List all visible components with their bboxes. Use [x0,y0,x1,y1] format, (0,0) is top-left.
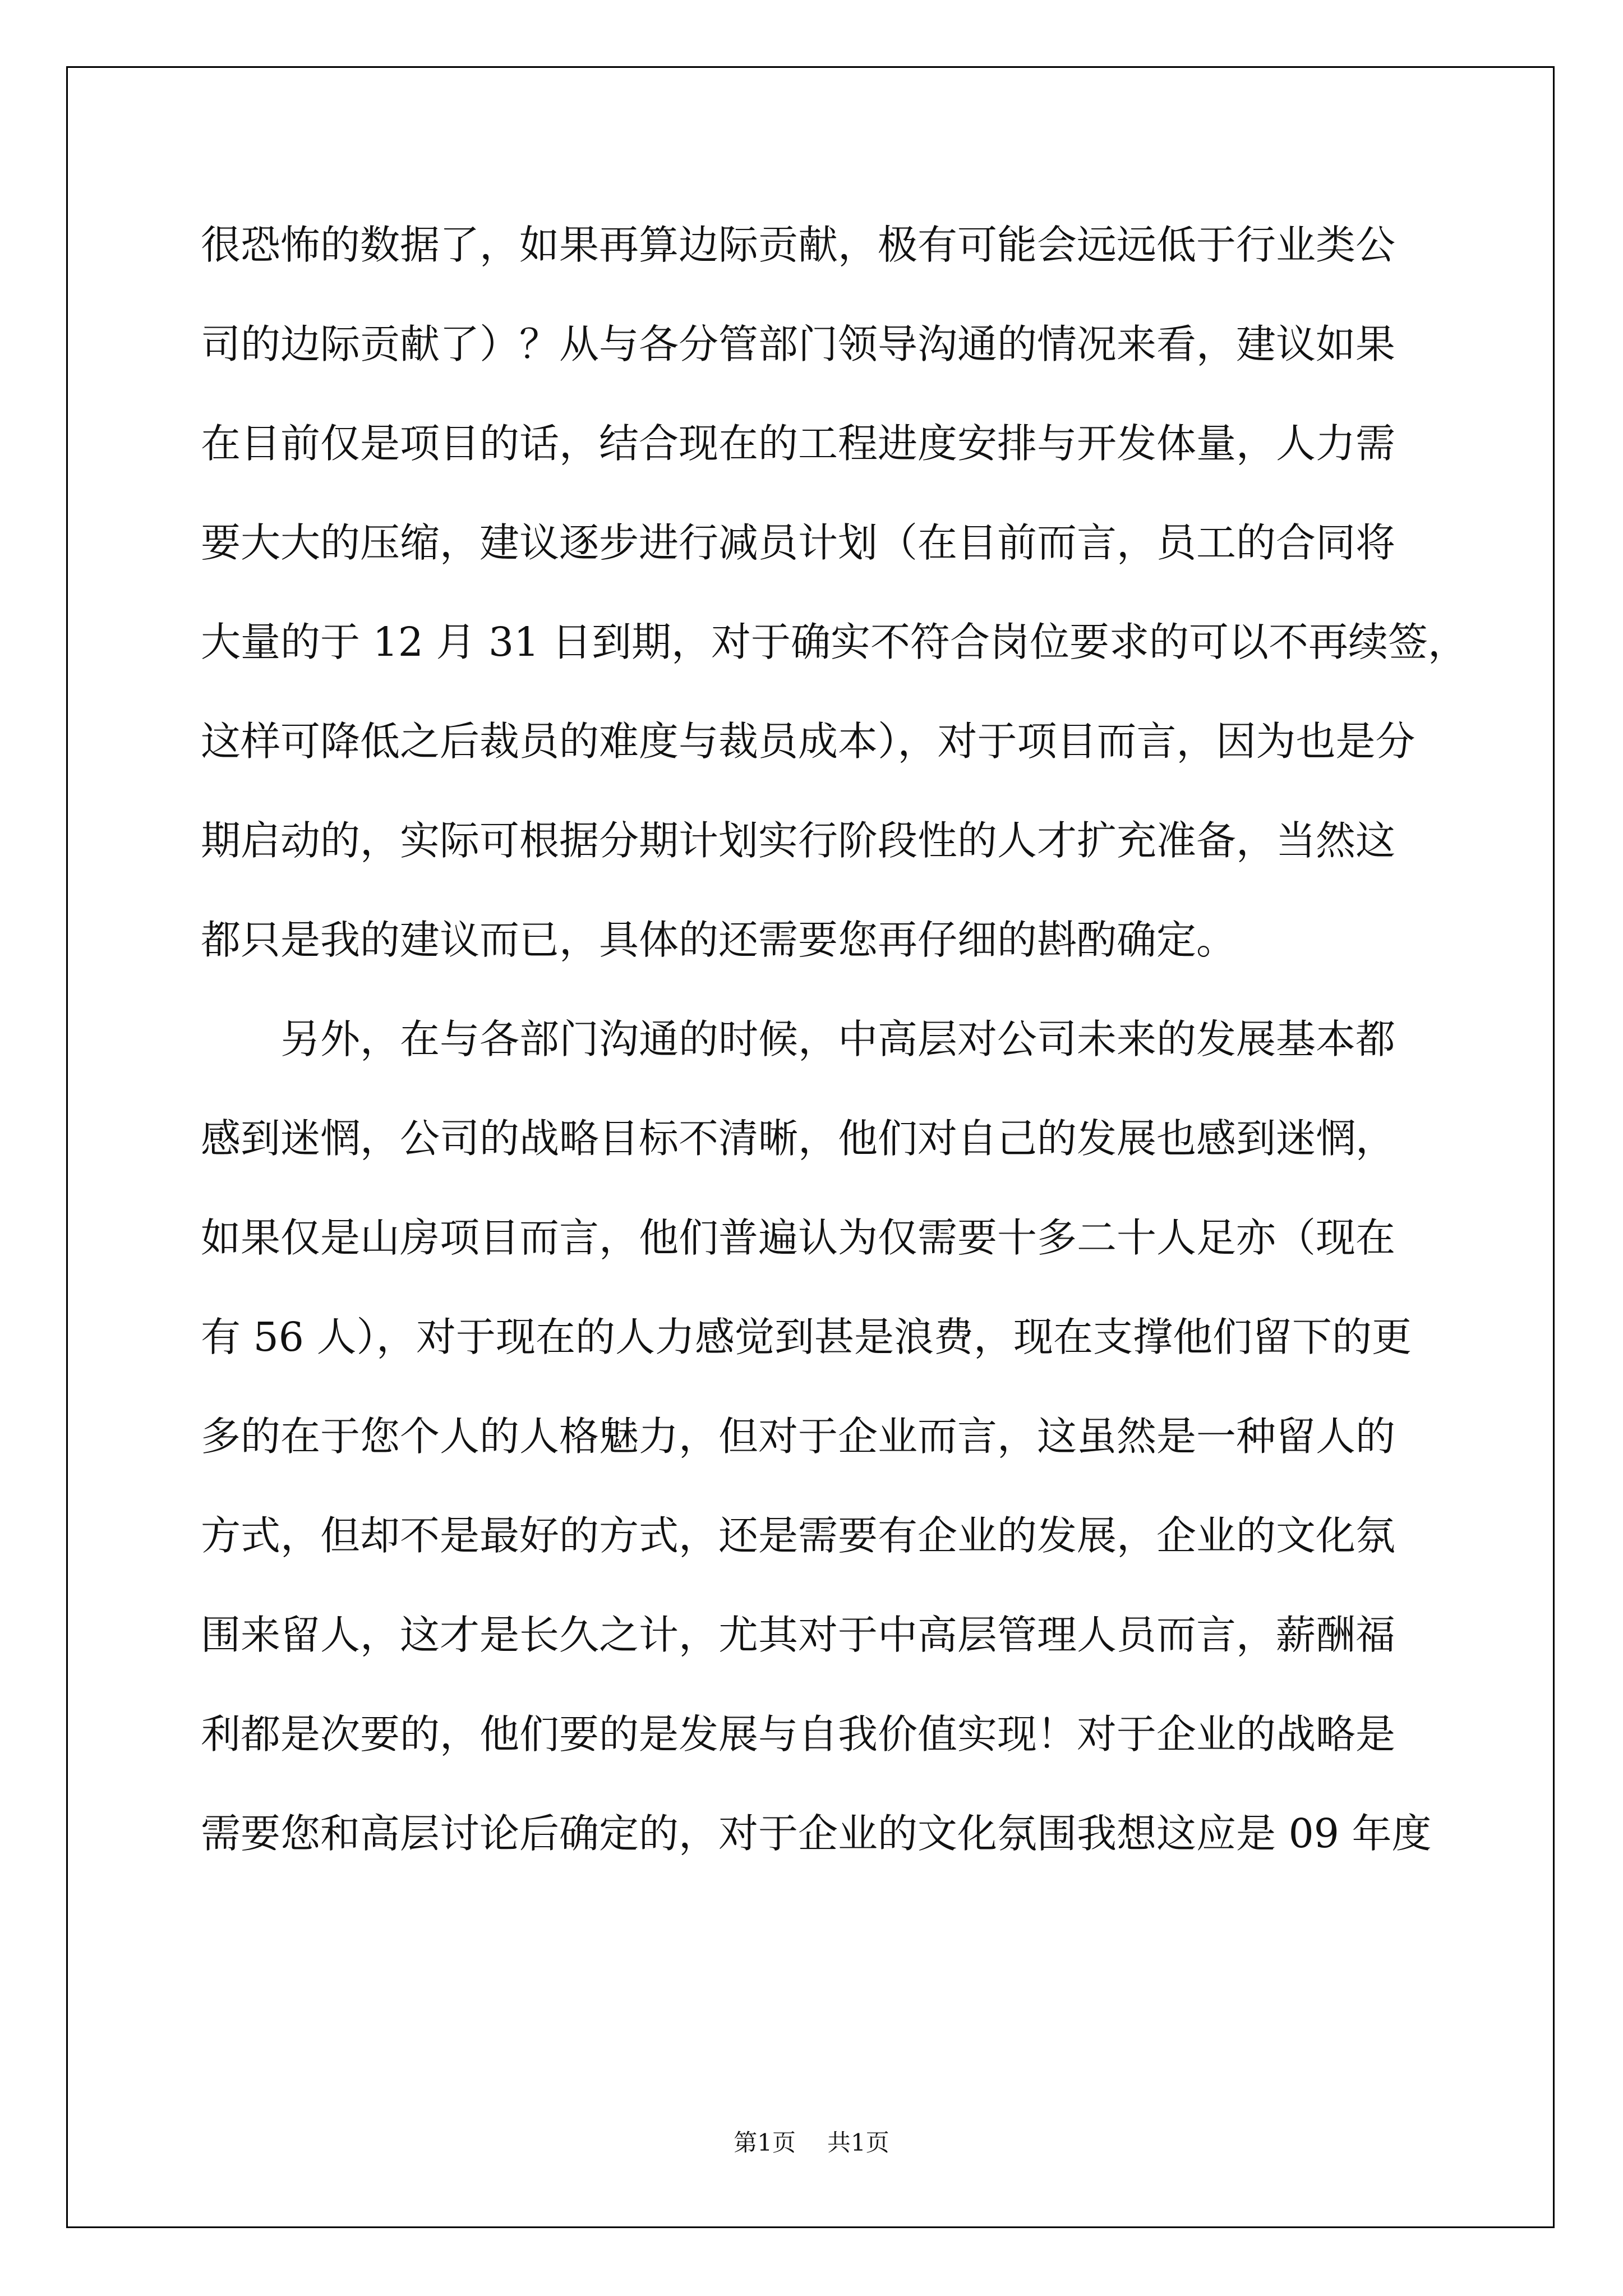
page-number: 第1页 [734,2129,796,2156]
text-line: 需要您和高层讨论后确定的，对于企业的文化氛围我想这应是 09 年度 [201,1810,1432,1857]
text-line: 期启动的，实际可根据分期计划实行阶段性的人才扩充准备，当然这 [201,817,1396,864]
text-line: 司的边际贡献了）？从与各分管部门领导沟通的情况来看，建议如果 [201,321,1396,367]
text-line: 都只是我的建议而已，具体的还需要您再仔细的斟酌确定。 [201,917,1237,963]
text-line: 多的在于您个人的人格魅力，但对于企业而言，这虽然是一种留人的 [201,1413,1396,1460]
page-total: 共1页 [827,2129,889,2156]
text-line: 方式，但却不是最好的方式，还是需要有企业的发展，企业的文化氛 [201,1512,1396,1559]
paragraph-2 [201,990,1435,1883]
text-line: 有 56 人），对于现在的人力感觉到甚是浪费，现在支撑他们留下的更 [201,1314,1412,1360]
text-line: 在目前仅是项目的话，结合现在的工程进度安排与开发体量，人力需 [201,420,1396,467]
text-line: 如果仅是山房项目而言，他们普遍认为仅需要十多二十人足亦（现在 [201,1214,1396,1261]
document-body [201,195,1468,1883]
text-line: 利都是次要的，他们要的是发展与自我价值实现！对于企业的战略是 [201,1711,1396,1757]
text-line: 很恐怖的数据了，如果再算边际贡献，极有可能会远远低于行业类公 [201,222,1396,268]
text-line: 围来留人，这才是长久之计，尤其对于中高层管理人员而言，薪酬福 [201,1612,1396,1658]
text-line: 另外，在与各部门沟通的时候，中高层对公司未来的发展基本都 [280,1016,1396,1062]
text-line: 这样可降低之后裁员的难度与裁员成本），对于项目而言，因为也是分 [201,718,1415,765]
text-line: 大量的于 12 月 31 日到期，对于确实不符合岗位要求的可以不再续签， [201,619,1468,665]
paragraph-1 [201,195,1468,990]
page-footer [0,2129,1623,2157]
text-line: 感到迷惘，公司的战略目标不清晰，他们对自己的发展也感到迷惘， [201,1115,1396,1162]
text-line: 要大大的压缩，建议逐步进行减员计划（在目前而言，员工的合同将 [201,519,1396,566]
